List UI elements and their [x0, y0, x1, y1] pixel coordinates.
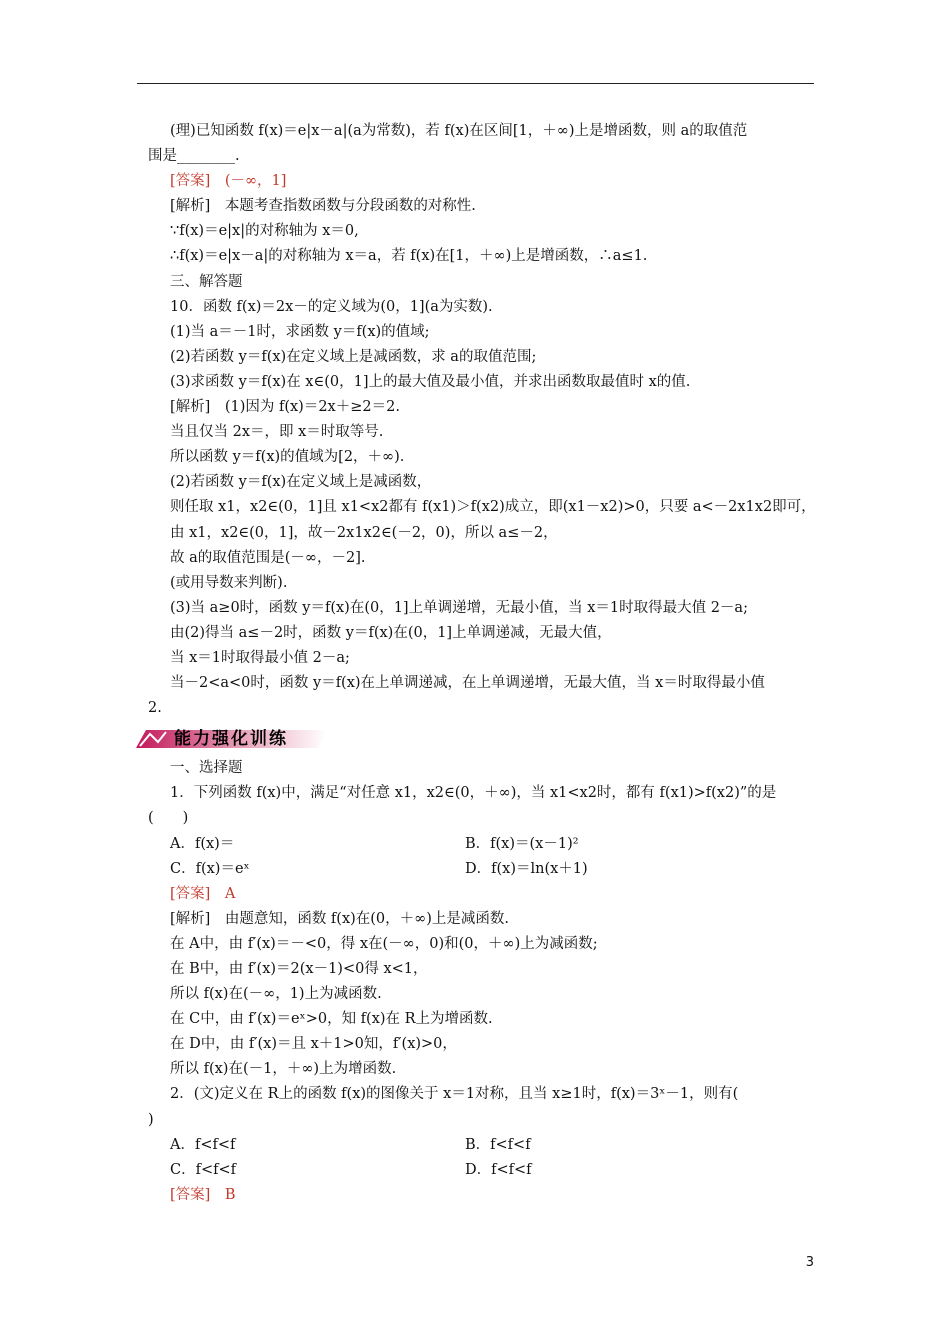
page-number: 3 [805, 1255, 814, 1270]
analysis-line: [解析] 由题意知，函数 f(x)在(0，＋∞)上是减函数. [170, 910, 510, 927]
choice-row [148, 1158, 814, 1183]
analysis-line: [解析] (1)因为 f(x)＝2x＋≥2＝2. [170, 399, 400, 416]
text-line: (3)当 a≥0时，函数 y＝f(x)在(0，1]上单调递增，无最小值，当 x＝1时取得最大值 2－a; [170, 599, 748, 616]
choice-b: B．f<f<f [465, 1136, 531, 1153]
choice-a: A．f<f<f [170, 1136, 236, 1153]
text-line: 围是________. [148, 148, 240, 165]
banner-title: 能力强化训练 [174, 729, 288, 750]
section-banner [148, 721, 814, 753]
analysis-line: [解析] 本题考查指数函数与分段函数的对称性. [170, 198, 476, 215]
question-line: (3)求函数 y＝f(x)在 x∈(0，1]上的最大值及最小值，并求出函数取最值时 x的值. [170, 373, 691, 390]
answer-line: [答案] (－∞，1] [170, 173, 287, 190]
text-line: 由 x1，x2∈(0，1]，故－2x1x2∈(－2，0)，所以 a≤－2， [170, 524, 558, 541]
question-line: ) [148, 1111, 154, 1128]
header-rule [137, 83, 814, 84]
page-content [148, 119, 814, 1208]
question-line: (1)当 a＝－1时，求函数 y＝f(x)的值域; [170, 323, 430, 340]
text-line: 所以函数 y＝f(x)的值域为[2，＋∞). [170, 449, 405, 466]
text-line: 故 a的取值范围是(－∞，－2]. [170, 549, 366, 566]
text-line: 所以 f(x)在(－∞，1)上为减函数. [170, 986, 382, 1003]
text-line: 在 B中，由 f′(x)＝2(x－1)<0得 x<1， [170, 961, 428, 977]
text-line: 所以 f(x)在(－1，＋∞)上为增函数. [170, 1061, 397, 1078]
section-heading: 三、解答题 [170, 273, 243, 290]
question-line: (2)若函数 y＝f(x)在定义域上是减函数，求 a的取值范围; [170, 348, 537, 365]
text-line: 在 A中，由 f′(x)＝－<0，得 x在(－∞，0)和(0，＋∞)上为减函数; [170, 935, 598, 952]
text-line: (2)若函数 y＝f(x)在定义域上是减函数， [170, 474, 432, 491]
choice-d: D．f<f<f [465, 1161, 532, 1178]
choice-a: A．f(x)＝ [170, 835, 235, 852]
text-line: 在 C中，由 f′(x)＝eˣ>0，知 f(x)在 R上为增函数. [170, 1011, 493, 1028]
choice-b: B．f(x)＝(x－1)² [465, 835, 579, 852]
choice-row [148, 1133, 814, 1158]
text-line: (或用导数来判断). [170, 574, 288, 591]
question-line: ( ) [148, 810, 189, 827]
text-line: ∴f(x)＝e|x－a|的对称轴为 x＝a，若 f(x)在[1，＋∞)上是增函数，∴a≤1. [170, 248, 648, 265]
text-line: (理)已知函数 f(x)＝e|x－a|(a为常数)，若 f(x)在区间[1，＋∞)上是增函数，则 a的取值范 [170, 123, 748, 139]
choice-c: C．f<f<f [170, 1161, 236, 1178]
text-line: 在 D中，由 f′(x)＝且 x＋1>0知，f′(x)>0， [170, 1036, 457, 1053]
answer-line: [答案] B [170, 1186, 236, 1203]
text-line: ∵f(x)＝e|x|的对称轴为 x＝0, [170, 223, 359, 240]
text-line: 则任取 x1，x2∈(0，1]且 x1<x2都有 f(x1)＞f(x2)成立，即(x1－x2)>0，只要 a<－2x1x2即可， [170, 499, 816, 516]
question-line: 2．(文)定义在 R上的函数 f(x)的图像关于 x＝1对称，且当 x≥1时，f(x)＝3ˣ－1，则有( [170, 1086, 739, 1103]
text-line: 由(2)得当 a≤－2时，函数 y＝f(x)在(0，1]上单调递减，无最大值， [170, 624, 612, 641]
text-line: 2. [148, 700, 162, 717]
choice-c: C．f(x)＝eˣ [170, 860, 250, 877]
question-line: 10．函数 f(x)＝2x－的定义域为(0，1](a为实数). [170, 298, 493, 315]
answer-line: [答案] A [170, 885, 236, 902]
section-heading: 一、选择题 [170, 760, 243, 777]
choice-row [148, 832, 814, 857]
text-line: 当－2<a<0时，函数 y＝f(x)在上单调递减，在上单调递增，无最大值，当 x＝时取得最小值 [170, 675, 765, 692]
choice-d: D．f(x)＝ln(x＋1) [465, 860, 588, 877]
text-line: 当 x＝1时取得最小值 2－a; [170, 649, 350, 666]
question-line: 1．下列函数 f(x)中，满足“对任意 x1，x2∈(0，＋∞)，当 x1<x2时，都有 f(x1)>f(x2)”的是 [170, 785, 777, 802]
text-line: 当且仅当 2x＝，即 x＝时取等号. [170, 424, 384, 441]
choice-row [148, 857, 814, 882]
